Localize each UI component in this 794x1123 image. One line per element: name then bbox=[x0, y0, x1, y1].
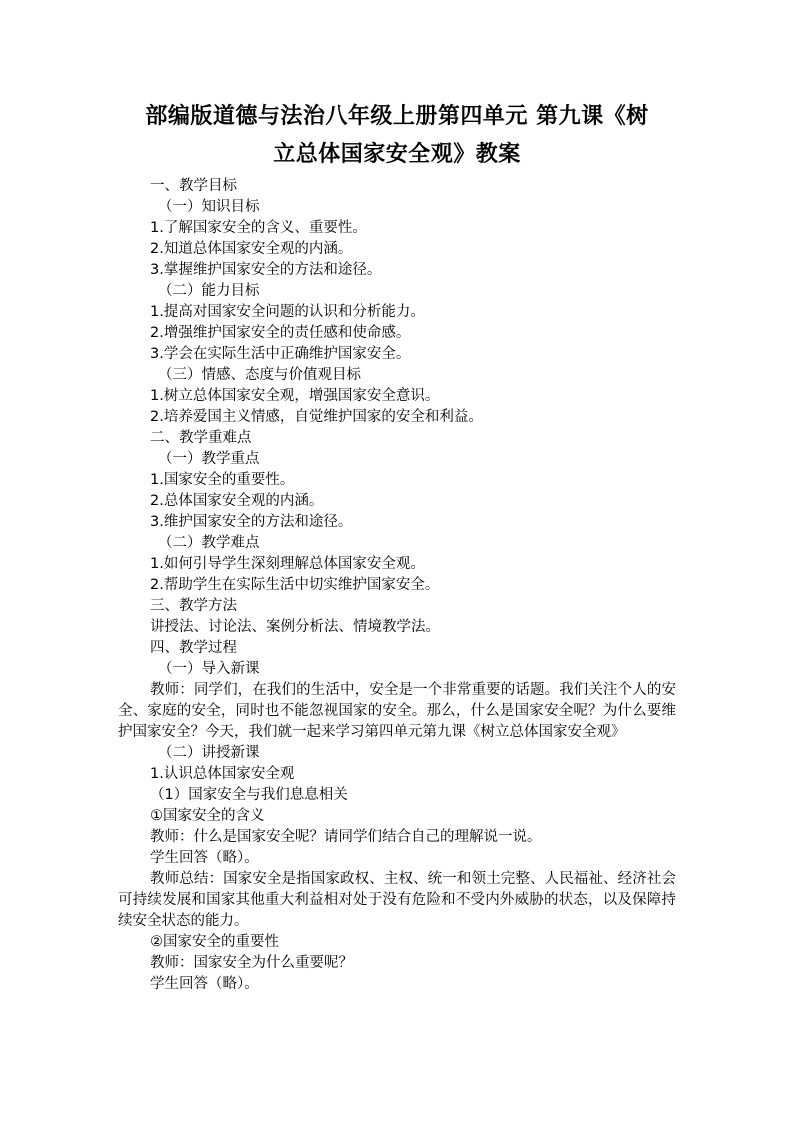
subheading-introduction: （一）导入新课 bbox=[158, 661, 260, 677]
section-item: ②国家安全的重要性 bbox=[150, 934, 279, 950]
teacher-question: 教师：国家安全为什么重要呢？ bbox=[150, 955, 353, 971]
list-item: 2.知道总体国家安全观的内涵。 bbox=[150, 241, 353, 257]
section-item: 1.认识总体国家安全观 bbox=[150, 766, 295, 782]
list-item: 2.帮助学生在实际生活中切实维护国家安全。 bbox=[150, 577, 440, 593]
document-title bbox=[118, 98, 676, 174]
section-item: （1）国家安全与我们息息相关 bbox=[150, 787, 348, 803]
list-item: 2.增强维护国家安全的责任感和使命感。 bbox=[150, 325, 411, 341]
subheading-ability-goals: （二）能力目标 bbox=[158, 283, 260, 299]
subheading-teaching-difficulty: （二）教学难点 bbox=[158, 535, 260, 551]
subheading-teaching-focus: （一）教学重点 bbox=[158, 451, 260, 467]
title-line-1: 部编版道德与法治八年级上册第四单元 第九课《树 bbox=[145, 104, 649, 129]
student-answer: 学生回答（略）。 bbox=[150, 850, 259, 866]
subheading-new-lesson: （二）讲授新课 bbox=[158, 745, 260, 761]
document-body bbox=[118, 176, 676, 995]
title-line-2: 立总体国家安全观》教案 bbox=[273, 142, 521, 167]
list-item: 1.树立总体国家安全观，增强国家安全意识。 bbox=[150, 388, 440, 404]
list-item: 3.掌握维护国家安全的方法和途径。 bbox=[150, 262, 382, 278]
list-item: 3.维护国家安全的方法和途径。 bbox=[150, 514, 353, 530]
section-item: ①国家安全的含义 bbox=[150, 808, 265, 824]
list-item: 1.提高对国家安全问题的认识和分析能力。 bbox=[150, 304, 425, 320]
list-item: 3.学会在实际生活中正确维护国家安全。 bbox=[150, 346, 411, 362]
list-item: 2.培养爱国主义情感，自觉维护国家的安全和利益。 bbox=[150, 409, 483, 425]
list-item: 1.如何引导学生深刻理解总体国家安全观。 bbox=[150, 556, 425, 572]
student-answer: 学生回答（略）。 bbox=[150, 976, 259, 992]
subheading-knowledge-goals: （一）知识目标 bbox=[158, 199, 260, 215]
summary-paragraph: 教师总结：国家安全是指国家政权、主权、统一和领土完整、人民福祉、经济社会可持续发展和国家其他重大利益相对处于没有危险和不受内外威胁的状态，以及保障持续安全状态的能力。 bbox=[118, 871, 676, 929]
heading-teaching-methods: 三、教学方法 bbox=[150, 598, 237, 614]
list-item: 2.总体国家安全观的内涵。 bbox=[150, 493, 324, 509]
teacher-question: 教师：什么是国家安全呢？请同学们结合自己的理解说一说。 bbox=[150, 829, 542, 845]
subheading-emotion-goals: （三）情感、态度与价值观目标 bbox=[158, 367, 361, 383]
heading-teaching-process: 四、教学过程 bbox=[150, 640, 237, 656]
heading-key-points: 二、教学重难点 bbox=[150, 430, 252, 446]
methods-text: 讲授法、讨论法、案例分析法、情境教学法。 bbox=[150, 619, 440, 635]
list-item: 1.国家安全的重要性。 bbox=[150, 472, 295, 488]
heading-teaching-goals: 一、教学目标 bbox=[150, 178, 237, 194]
list-item: 1.了解国家安全的含义、重要性。 bbox=[150, 220, 367, 236]
intro-paragraph: 教师：同学们，在我们的生活中，安全是一个非常重要的话题。我们关注个人的安全、家庭的安全，同时也不能忽视国家的安全。那么，什么是国家安全呢？为什么要维护国家安全？今天，我们就一起来学习第四单元第九课《树立总体国家安全观》 bbox=[118, 682, 676, 740]
